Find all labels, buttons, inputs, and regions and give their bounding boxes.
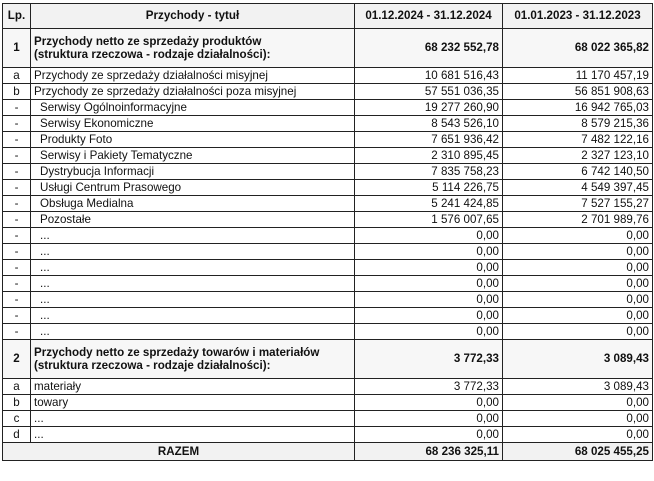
section-1-current: 68 232 552,78 — [355, 29, 503, 68]
table-row — [3, 68, 653, 84]
row-label: towary — [31, 395, 355, 411]
row-label: Produkty Foto — [31, 132, 355, 148]
row-previous: 0,00 — [503, 324, 653, 340]
section-1-title — [31, 29, 355, 68]
table-row — [3, 212, 653, 228]
row-previous: 2 327 123,10 — [503, 148, 653, 164]
row-label: Usługi Centrum Prasowego — [31, 180, 355, 196]
row-current: 0,00 — [355, 228, 503, 244]
row-previous: 0,00 — [503, 260, 653, 276]
section-2-header-row — [3, 340, 653, 379]
row-current: 3 772,33 — [355, 379, 503, 395]
table-row — [3, 244, 653, 260]
table-row — [3, 379, 653, 395]
row-label: Serwisy i Pakiety Tematyczne — [31, 148, 355, 164]
row-label: ... — [31, 292, 355, 308]
row-current: 0,00 — [355, 244, 503, 260]
row-current: 0,00 — [355, 395, 503, 411]
row-current: 5 241 424,85 — [355, 196, 503, 212]
section-2-lp: 2 — [3, 340, 31, 379]
table-row — [3, 148, 653, 164]
row-previous: 8 579 215,36 — [503, 116, 653, 132]
header-period-previous: 01.01.2023 - 31.12.2023 — [503, 4, 653, 29]
table-row — [3, 116, 653, 132]
row-label: Przychody ze sprzedaży działalności misyjnej — [31, 68, 355, 84]
row-label: ... — [31, 427, 355, 443]
total-previous: 68 025 455,25 — [503, 443, 653, 461]
table-row — [3, 164, 653, 180]
row-lp: - — [3, 228, 31, 244]
table-row — [3, 427, 653, 443]
row-current: 0,00 — [355, 308, 503, 324]
row-previous: 2 701 989,76 — [503, 212, 653, 228]
row-previous: 0,00 — [503, 411, 653, 427]
row-current: 7 835 758,23 — [355, 164, 503, 180]
row-label: Przychody ze sprzedaży działalności poza misyjnej — [31, 84, 355, 100]
row-label: ... — [31, 324, 355, 340]
row-previous: 0,00 — [503, 308, 653, 324]
row-label: Obsługa Medialna — [31, 196, 355, 212]
row-lp: d — [3, 427, 31, 443]
row-lp: - — [3, 180, 31, 196]
section-2-title — [31, 340, 355, 379]
row-current: 8 543 526,10 — [355, 116, 503, 132]
row-previous: 0,00 — [503, 276, 653, 292]
row-label: ... — [31, 244, 355, 260]
row-lp: - — [3, 276, 31, 292]
revenue-table-document — [2, 3, 652, 461]
table-row — [3, 276, 653, 292]
table-row — [3, 228, 653, 244]
row-label: materiały — [31, 379, 355, 395]
section-1-header-row — [3, 29, 653, 68]
row-previous: 6 742 140,50 — [503, 164, 653, 180]
row-current: 0,00 — [355, 260, 503, 276]
row-label: ... — [31, 228, 355, 244]
row-lp: - — [3, 260, 31, 276]
row-previous: 7 482 122,16 — [503, 132, 653, 148]
row-lp: - — [3, 100, 31, 116]
row-lp: b — [3, 84, 31, 100]
total-row — [3, 443, 653, 461]
row-lp: - — [3, 212, 31, 228]
row-current: 2 310 895,45 — [355, 148, 503, 164]
total-label: RAZEM — [3, 443, 355, 461]
row-label: ... — [31, 276, 355, 292]
table-header-row — [3, 4, 653, 29]
section-2-title-line1: Przychody netto ze sprzedaży towarów i materiałów — [34, 346, 320, 359]
row-label: Serwisy Ogólnoinformacyjne — [31, 100, 355, 116]
row-current: 0,00 — [355, 427, 503, 443]
row-current: 10 681 516,43 — [355, 68, 503, 84]
row-lp: - — [3, 244, 31, 260]
row-previous: 11 170 457,19 — [503, 68, 653, 84]
row-previous: 0,00 — [503, 292, 653, 308]
section-1-lp: 1 — [3, 29, 31, 68]
row-lp: - — [3, 116, 31, 132]
row-current: 7 651 936,42 — [355, 132, 503, 148]
section-2-rows — [3, 379, 653, 443]
table-row — [3, 292, 653, 308]
row-lp: - — [3, 164, 31, 180]
row-label: Serwisy Ekonomiczne — [31, 116, 355, 132]
row-lp: c — [3, 411, 31, 427]
row-lp: a — [3, 379, 31, 395]
row-current: 1 576 007,65 — [355, 212, 503, 228]
row-previous: 7 527 155,27 — [503, 196, 653, 212]
row-current: 0,00 — [355, 324, 503, 340]
row-label: Pozostałe — [31, 212, 355, 228]
table-row — [3, 411, 653, 427]
row-previous: 4 549 397,45 — [503, 180, 653, 196]
row-current: 5 114 226,75 — [355, 180, 503, 196]
table-row — [3, 196, 653, 212]
row-previous: 56 851 908,63 — [503, 84, 653, 100]
row-lp: - — [3, 132, 31, 148]
row-lp: - — [3, 148, 31, 164]
table-row — [3, 100, 653, 116]
row-label: ... — [31, 260, 355, 276]
row-current: 0,00 — [355, 292, 503, 308]
row-current: 19 277 260,90 — [355, 100, 503, 116]
row-lp: a — [3, 68, 31, 84]
row-lp: - — [3, 324, 31, 340]
row-previous: 0,00 — [503, 244, 653, 260]
table-row — [3, 308, 653, 324]
table-row — [3, 180, 653, 196]
row-current: 57 551 036,35 — [355, 84, 503, 100]
row-lp: - — [3, 308, 31, 324]
header-period-current: 01.12.2024 - 31.12.2024 — [355, 4, 503, 29]
row-previous: 0,00 — [503, 427, 653, 443]
row-label: Dystrybucja Informacji — [31, 164, 355, 180]
row-previous: 16 942 765,03 — [503, 100, 653, 116]
section-1-title-line2: (struktura rzeczowa - rodzaje działalności): — [34, 48, 271, 61]
row-label: ... — [31, 308, 355, 324]
section-2-title-line2: (struktura rzeczowa - rodzaje działalności): — [34, 359, 271, 372]
row-label: ... — [31, 411, 355, 427]
row-current: 0,00 — [355, 411, 503, 427]
section-2-previous: 3 089,43 — [503, 340, 653, 379]
table-row — [3, 132, 653, 148]
revenue-table — [2, 3, 653, 461]
row-current: 0,00 — [355, 276, 503, 292]
header-lp: Lp. — [3, 4, 31, 29]
header-title: Przychody - tytuł — [31, 4, 355, 29]
row-previous: 3 089,43 — [503, 379, 653, 395]
section-2-current: 3 772,33 — [355, 340, 503, 379]
row-lp: - — [3, 196, 31, 212]
section-1-previous: 68 022 365,82 — [503, 29, 653, 68]
table-row — [3, 84, 653, 100]
section-1-title-line1: Przychody netto ze sprzedaży produktów — [34, 35, 262, 48]
table-row — [3, 260, 653, 276]
row-lp: - — [3, 292, 31, 308]
row-previous: 0,00 — [503, 395, 653, 411]
table-row — [3, 324, 653, 340]
table-row — [3, 395, 653, 411]
section-1-rows — [3, 68, 653, 340]
row-lp: b — [3, 395, 31, 411]
row-previous: 0,00 — [503, 228, 653, 244]
total-current: 68 236 325,11 — [355, 443, 503, 461]
